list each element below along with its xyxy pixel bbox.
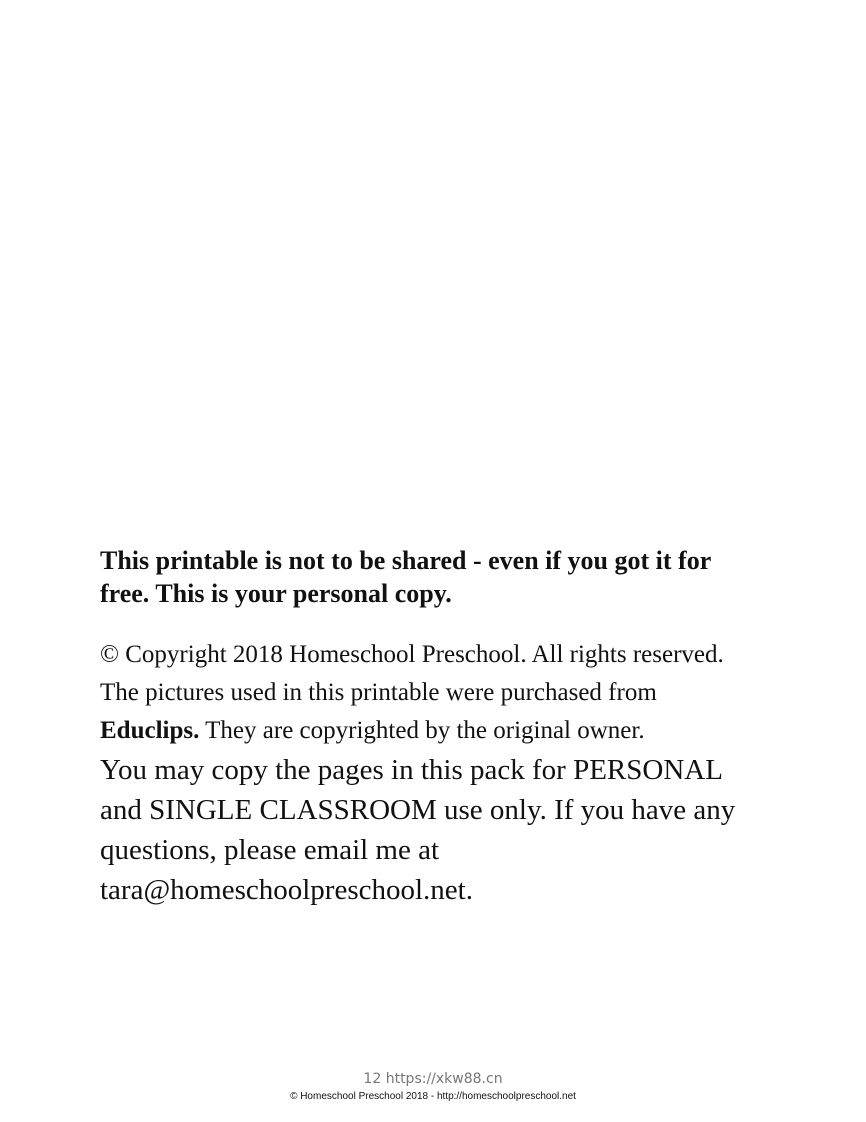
copyright-notice [100, 636, 740, 750]
page-number: 12 [363, 1071, 382, 1087]
copyright-text-start: © Copyright 2018 Homeschool Preschool. All rights reserved. The pictures used in this printable were purchased from [100, 641, 724, 706]
copyright-text-end: They are copyrighted by the original owner. [199, 717, 645, 744]
usage-terms: You may copy the pages in this pack for PERSONAL and SINGLE CLASSROOM use only. If you have any questions, please email me at tara@homeschoolpreschool.net. [100, 754, 736, 906]
share-warning: This printable is not to be shared - even if you got it for free. This is your personal copy. [100, 546, 711, 608]
watermark-url: https://xkw88.cn [385, 1071, 503, 1087]
educlips-brand: Educlips. [100, 717, 200, 744]
notice-block [100, 544, 760, 910]
page-number-line [0, 1070, 866, 1088]
page-footer: © Homeschool Preschool 2018 - http://homeschoolpreschool.net [290, 1091, 576, 1102]
